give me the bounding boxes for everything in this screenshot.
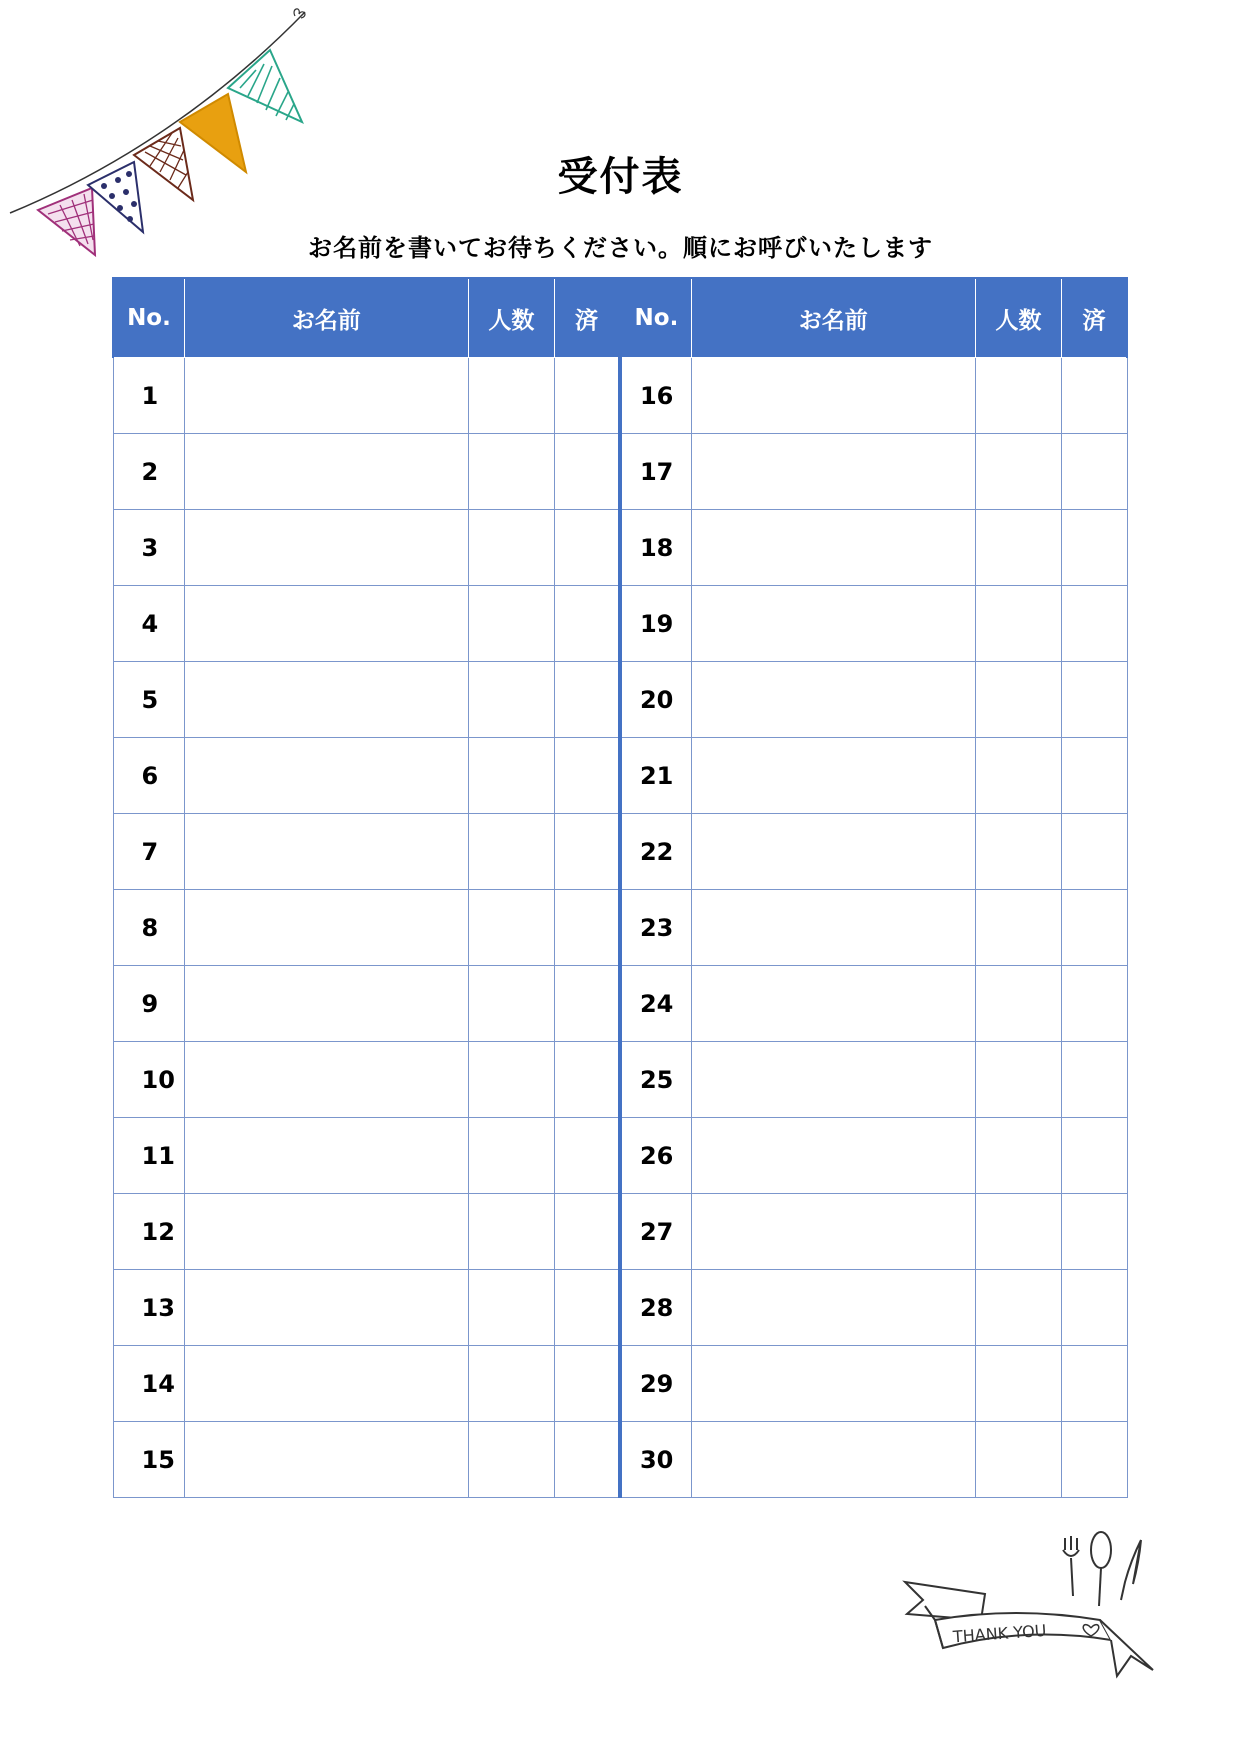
header-no-left: No. [113, 278, 184, 358]
name-cell-right[interactable] [691, 814, 975, 890]
table-row [113, 1194, 1127, 1270]
name-cell-right[interactable] [691, 662, 975, 738]
name-cell-right[interactable] [691, 586, 975, 662]
done-cell-left[interactable] [555, 1118, 620, 1194]
done-cell-right[interactable] [1062, 586, 1127, 662]
page-title: 受付表 [557, 154, 684, 200]
done-cell-left[interactable] [555, 1346, 620, 1422]
done-cell-left[interactable] [555, 586, 620, 662]
done-cell-right[interactable] [1062, 510, 1127, 586]
done-cell-left[interactable] [555, 814, 620, 890]
row-number-left: 1 [113, 358, 184, 434]
done-cell-left[interactable] [555, 890, 620, 966]
row-number-left: 13 [113, 1270, 184, 1346]
people-cell-right[interactable] [975, 814, 1062, 890]
people-cell-right[interactable] [975, 1422, 1062, 1498]
row-number-right: 23 [620, 890, 691, 966]
name-cell-left[interactable] [184, 586, 468, 662]
people-cell-left[interactable] [468, 434, 555, 510]
name-cell-right[interactable] [691, 1194, 975, 1270]
name-cell-left[interactable] [184, 358, 468, 434]
row-number-left: 12 [113, 1194, 184, 1270]
name-cell-left[interactable] [184, 1270, 468, 1346]
table-row [113, 890, 1127, 966]
table-row [113, 1042, 1127, 1118]
people-cell-left[interactable] [468, 1422, 555, 1498]
row-number-left: 4 [113, 586, 184, 662]
done-cell-left[interactable] [555, 1042, 620, 1118]
people-cell-left[interactable] [468, 1346, 555, 1422]
row-number-right: 28 [620, 1270, 691, 1346]
name-cell-right[interactable] [691, 890, 975, 966]
row-number-left: 14 [113, 1346, 184, 1422]
row-number-left: 11 [113, 1118, 184, 1194]
people-cell-right[interactable] [975, 1194, 1062, 1270]
people-cell-left[interactable] [468, 662, 555, 738]
people-cell-right[interactable] [975, 434, 1062, 510]
name-cell-right[interactable] [691, 966, 975, 1042]
done-cell-right[interactable] [1062, 1346, 1127, 1422]
row-number-left: 9 [113, 966, 184, 1042]
table-row [113, 434, 1127, 510]
name-cell-right[interactable] [691, 510, 975, 586]
name-cell-left[interactable] [184, 1194, 468, 1270]
row-number-right: 24 [620, 966, 691, 1042]
name-cell-left[interactable] [184, 890, 468, 966]
people-cell-left[interactable] [468, 1042, 555, 1118]
name-cell-left[interactable] [184, 1118, 468, 1194]
table-row [113, 738, 1127, 814]
done-cell-right[interactable] [1062, 358, 1127, 434]
done-cell-right[interactable] [1062, 966, 1127, 1042]
people-cell-left[interactable] [468, 358, 555, 434]
table-row [113, 510, 1127, 586]
done-cell-right[interactable] [1062, 814, 1127, 890]
name-cell-left[interactable] [184, 1346, 468, 1422]
people-cell-right[interactable] [975, 510, 1062, 586]
row-number-left: 2 [113, 434, 184, 510]
done-cell-left[interactable] [555, 510, 620, 586]
people-cell-left[interactable] [468, 586, 555, 662]
done-cell-left[interactable] [555, 1422, 620, 1498]
row-number-left: 5 [113, 662, 184, 738]
name-cell-left[interactable] [184, 434, 468, 510]
header-name-right: お名前 [691, 278, 975, 358]
name-cell-right[interactable] [691, 1346, 975, 1422]
name-cell-right[interactable] [691, 738, 975, 814]
done-cell-right[interactable] [1062, 1194, 1127, 1270]
header-done-left: 済 [555, 278, 620, 358]
people-cell-right[interactable] [975, 1118, 1062, 1194]
name-cell-left[interactable] [184, 510, 468, 586]
table-row [113, 1346, 1127, 1422]
name-cell-left[interactable] [184, 1042, 468, 1118]
name-cell-right[interactable] [691, 1422, 975, 1498]
done-cell-left[interactable] [555, 966, 620, 1042]
name-cell-left[interactable] [184, 814, 468, 890]
people-cell-right[interactable] [975, 662, 1062, 738]
page-subtitle: お名前を書いてお待ちください。順にお呼びいたします [308, 234, 933, 262]
row-number-right: 16 [620, 358, 691, 434]
name-cell-right[interactable] [691, 1042, 975, 1118]
name-cell-left[interactable] [184, 738, 468, 814]
table-row [113, 662, 1127, 738]
people-cell-left[interactable] [468, 1194, 555, 1270]
done-cell-left[interactable] [555, 738, 620, 814]
name-cell-right[interactable] [691, 1270, 975, 1346]
done-cell-right[interactable] [1062, 1042, 1127, 1118]
table-row [113, 586, 1127, 662]
row-number-left: 10 [113, 1042, 184, 1118]
done-cell-left[interactable] [555, 358, 620, 434]
done-cell-right[interactable] [1062, 890, 1127, 966]
people-cell-right[interactable] [975, 966, 1062, 1042]
header-no-right: No. [620, 278, 691, 358]
people-cell-left[interactable] [468, 738, 555, 814]
name-cell-right[interactable] [691, 434, 975, 510]
people-cell-left[interactable] [468, 890, 555, 966]
row-number-left: 7 [113, 814, 184, 890]
people-cell-right[interactable] [975, 1270, 1062, 1346]
row-number-right: 22 [620, 814, 691, 890]
done-cell-right[interactable] [1062, 1422, 1127, 1498]
table-row [113, 1118, 1127, 1194]
done-cell-right[interactable] [1062, 662, 1127, 738]
people-cell-right[interactable] [975, 1042, 1062, 1118]
header-people-left: 人数 [468, 278, 555, 358]
people-cell-left[interactable] [468, 1270, 555, 1346]
row-number-right: 27 [620, 1194, 691, 1270]
name-cell-right[interactable] [691, 358, 975, 434]
name-cell-left[interactable] [184, 966, 468, 1042]
row-number-left: 6 [113, 738, 184, 814]
people-cell-right[interactable] [975, 1346, 1062, 1422]
people-cell-left[interactable] [468, 510, 555, 586]
name-cell-left[interactable] [184, 662, 468, 738]
done-cell-right[interactable] [1062, 1270, 1127, 1346]
thank-you-ribbon-cutlery-icon [895, 1510, 1175, 1690]
people-cell-right[interactable] [975, 358, 1062, 434]
row-number-right: 21 [620, 738, 691, 814]
row-number-right: 17 [620, 434, 691, 510]
people-cell-left[interactable] [468, 966, 555, 1042]
table-row [113, 358, 1127, 434]
table-row [113, 814, 1127, 890]
done-cell-right[interactable] [1062, 1118, 1127, 1194]
done-cell-left[interactable] [555, 1194, 620, 1270]
done-cell-left[interactable] [555, 1270, 620, 1346]
table-row [113, 1422, 1127, 1498]
header-done-right: 済 [1062, 278, 1127, 358]
table-row [113, 966, 1127, 1042]
table-row [113, 1270, 1127, 1346]
name-cell-right[interactable] [691, 1118, 975, 1194]
row-number-right: 20 [620, 662, 691, 738]
done-cell-left[interactable] [555, 662, 620, 738]
row-number-right: 30 [620, 1422, 691, 1498]
people-cell-left[interactable] [468, 814, 555, 890]
done-cell-left[interactable] [555, 434, 620, 510]
row-number-right: 26 [620, 1118, 691, 1194]
row-number-left: 15 [113, 1422, 184, 1498]
done-cell-right[interactable] [1062, 434, 1127, 510]
people-cell-right[interactable] [975, 586, 1062, 662]
header-people-right: 人数 [975, 278, 1062, 358]
row-number-right: 29 [620, 1346, 691, 1422]
people-cell-left[interactable] [468, 1118, 555, 1194]
people-cell-right[interactable] [975, 890, 1062, 966]
row-number-right: 18 [620, 510, 691, 586]
name-cell-left[interactable] [184, 1422, 468, 1498]
reception-table [112, 277, 1128, 1498]
row-number-right: 25 [620, 1042, 691, 1118]
row-number-left: 3 [113, 510, 184, 586]
thank-you-text: THANK YOU [952, 1620, 1047, 1647]
done-cell-right[interactable] [1062, 738, 1127, 814]
row-number-right: 19 [620, 586, 691, 662]
header-name-left: お名前 [184, 278, 468, 358]
table-header-row [113, 278, 1127, 358]
row-number-left: 8 [113, 890, 184, 966]
people-cell-right[interactable] [975, 738, 1062, 814]
